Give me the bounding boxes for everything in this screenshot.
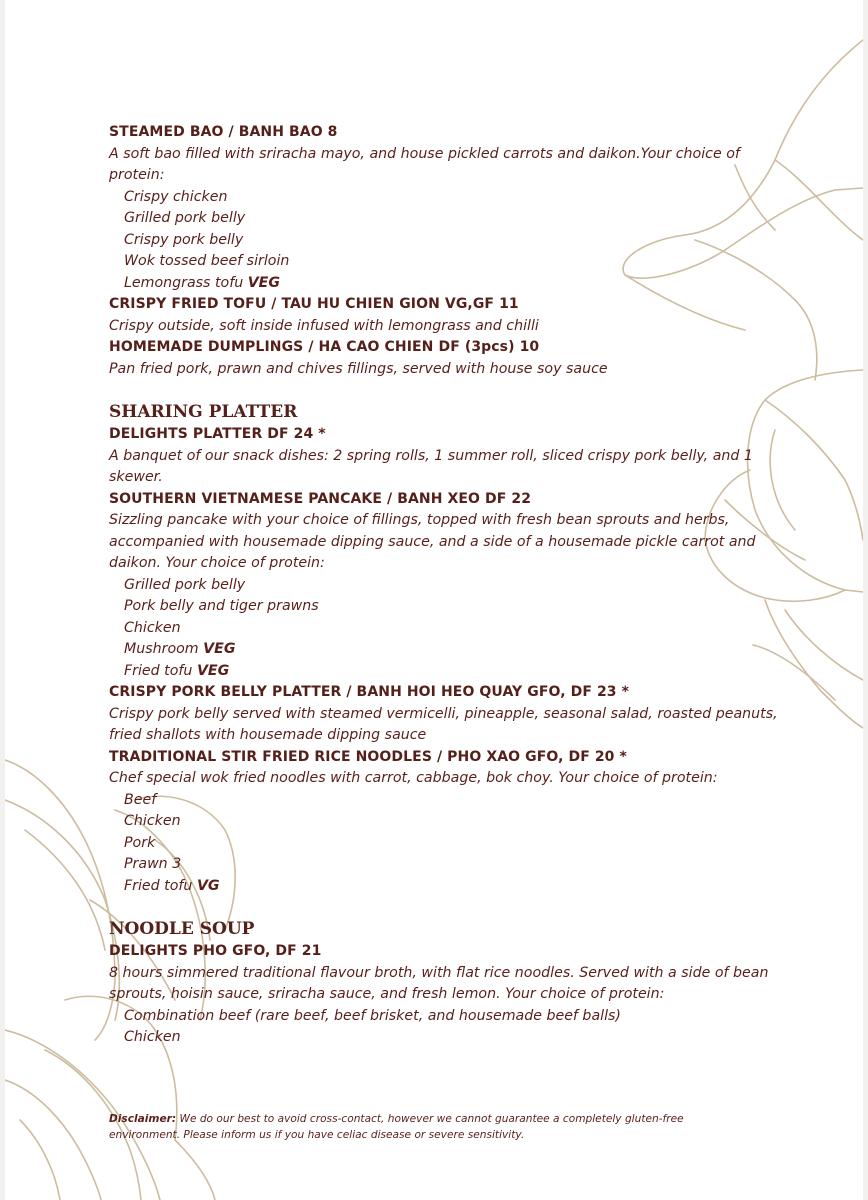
protein-option-label: Fried tofu xyxy=(124,662,193,679)
dietary-tag: VEG xyxy=(247,274,281,291)
menu-item-description: Chef special wok fried noodles with carrot, cabbage, bok choy. Your choice of protein: xyxy=(109,770,718,786)
protein-option-label: Chicken xyxy=(124,1029,181,1045)
menu-item-description: A soft bao filled with sriracha mayo, and house pickled carrots and daikon.Your choice of protein: xyxy=(109,145,740,183)
protein-option-label: Pork belly and tiger prawns xyxy=(124,598,319,614)
protein-option xyxy=(109,575,789,597)
menu-item-description: 8 hours simmered traditional flavour broth, with flat rice noodles. Served with a side of bean sprouts, hoisin sauce, sriracha sauce, and fresh lemon. Your choice of protein: xyxy=(109,964,769,1002)
menu-item-title: SOUTHERN VIETNAMESE PANCAKE / BANH XEO DF 22 xyxy=(109,490,532,507)
disclaimer-label: Disclaimer: xyxy=(109,1113,177,1125)
protein-option-label: Beef xyxy=(124,791,157,808)
menu-item-description: Crispy outside, soft inside infused with lemongrass and chilli xyxy=(109,317,539,334)
protein-option xyxy=(109,251,789,273)
protein-option xyxy=(109,596,789,618)
menu-item-description: Sizzling pancake with your choice of fillings, topped with fresh bean sprouts and herbs, accompanied with housemade dipping sauce, and a side of a housemade pickle carrot and daikon. Your choice of protein: xyxy=(109,512,756,571)
protein-option-label: Crispy chicken xyxy=(124,188,228,205)
protein-option-label: Crispy pork belly xyxy=(124,231,244,248)
disclaimer xyxy=(109,1111,729,1143)
menu-item-title: HOMEMADE DUMPLINGS / HA CAO CHIEN DF (3pcs) 10 xyxy=(109,339,540,355)
protein-option xyxy=(109,1006,789,1028)
protein-option-label: Prawn 3 xyxy=(124,856,182,872)
protein-option-label: Chicken xyxy=(124,813,181,829)
section-heading: NOODLE SOUP xyxy=(109,919,255,939)
dietary-tag: VEG xyxy=(196,662,230,679)
menu-content xyxy=(109,122,789,1049)
protein-option xyxy=(109,187,789,209)
protein-option-label: Grilled pork belly xyxy=(124,576,246,593)
protein-option xyxy=(109,661,789,683)
menu-item-title: CRISPY FRIED TOFU / TAU HU CHIEN GION VG,GF 11 xyxy=(109,296,519,312)
menu-item-description: Pan fried pork, prawn and chives fillings, served with house soy sauce xyxy=(109,360,608,377)
protein-option xyxy=(109,854,789,876)
menu-item-title: DELIGHTS PHO GFO, DF 21 xyxy=(109,943,322,959)
protein-option-label: Grilled pork belly xyxy=(124,210,246,226)
dietary-tag: VG xyxy=(196,877,220,894)
protein-option-label: Fried tofu xyxy=(124,877,193,894)
protein-option-label: Combination beef (rare beef, beef brisket, and housemade beef balls) xyxy=(124,1007,621,1024)
protein-option xyxy=(109,230,789,252)
protein-option-label: Wok tossed beef sirloin xyxy=(124,253,290,269)
protein-option-label: Pork xyxy=(124,834,156,851)
protein-option xyxy=(109,1027,789,1049)
menu-item-title: CRISPY PORK BELLY PLATTER / BANH HOI HEO QUAY GFO, DF 23 * xyxy=(109,684,630,700)
menu-item-title: DELIGHTS PLATTER DF 24 * xyxy=(109,426,326,442)
menu-item-description: Crispy pork belly served with steamed vermicelli, pineapple, seasonal salad, roasted peanuts, fried shallots with housemade dipping sauce xyxy=(109,705,778,743)
protein-option xyxy=(109,639,789,661)
menu-page xyxy=(5,0,863,1200)
protein-option xyxy=(109,273,789,295)
protein-option xyxy=(109,811,789,833)
disclaimer-text: We do our best to avoid cross-contact, however we cannot guarantee a completely gluten-free environment. Please inform us if you have celiac disease or severe sensitivity. xyxy=(109,1113,684,1141)
protein-option-label: Lemongrass tofu xyxy=(124,274,244,291)
menu-item-title: STEAMED BAO / BANH BAO 8 xyxy=(109,124,338,140)
protein-option xyxy=(109,833,789,855)
protein-option xyxy=(109,876,789,898)
section-heading: SHARING PLATTER xyxy=(109,402,298,422)
protein-option xyxy=(109,790,789,812)
dietary-tag: VEG xyxy=(203,641,236,657)
menu-item-description: A banquet of our snack dishes: 2 spring rolls, 1 summer roll, sliced crispy pork belly, and 1 skewer. xyxy=(109,447,753,485)
protein-option xyxy=(109,208,789,230)
protein-option-label: Chicken xyxy=(124,619,181,636)
menu-item-title: TRADITIONAL STIR FRIED RICE NOODLES / PHO XAO GFO, DF 20 * xyxy=(109,748,627,765)
protein-option-label: Mushroom xyxy=(124,641,199,657)
protein-option xyxy=(109,618,789,640)
